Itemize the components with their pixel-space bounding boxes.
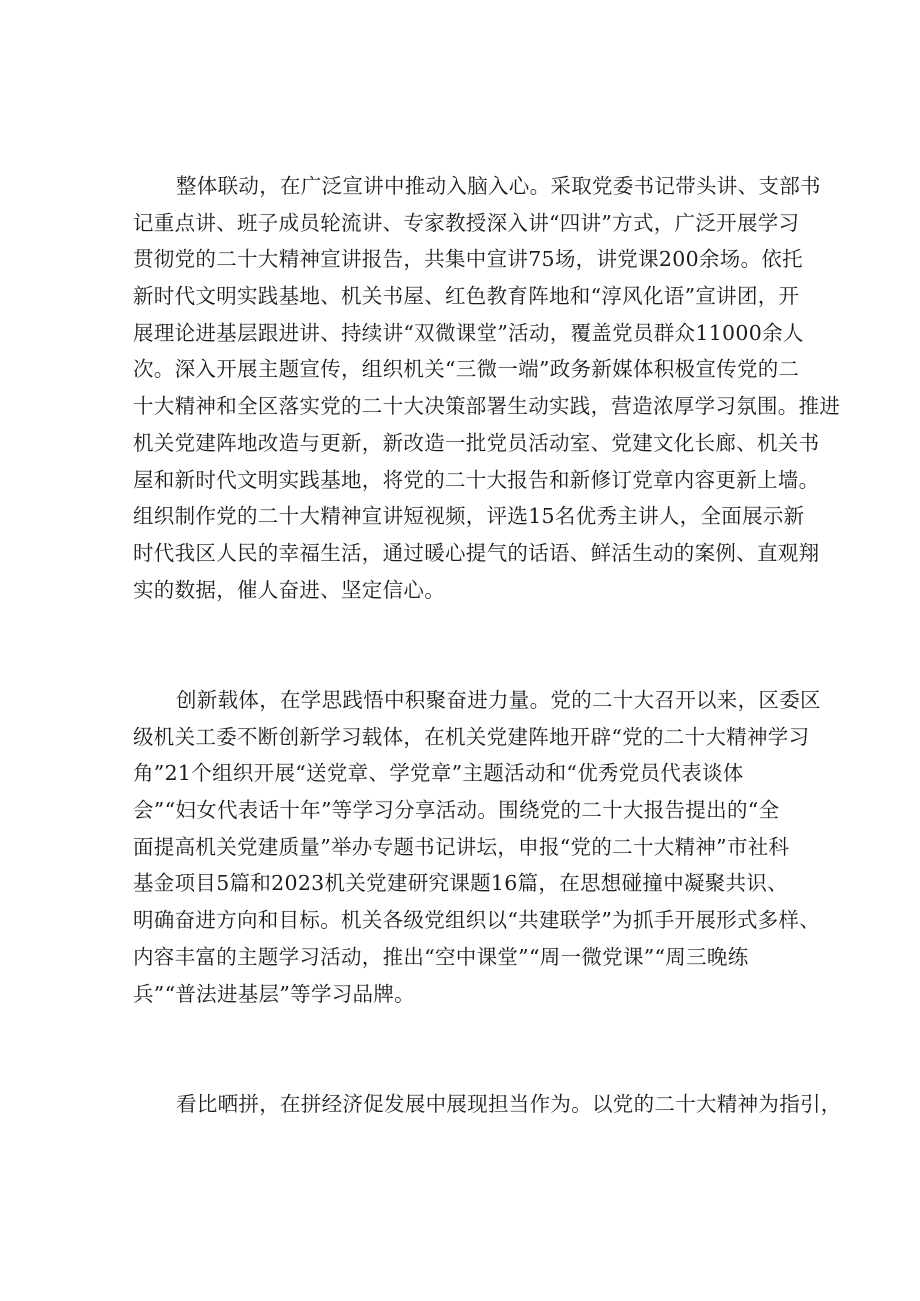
- paragraph-line: 时代我区人民的幸福生活，通过暖心提气的话语、鲜活生动的案例、直观翔: [133, 540, 820, 565]
- paragraph-compare-and-compete: [133, 1086, 842, 1123]
- paragraph-innovative-carrier: [133, 682, 821, 1012]
- paragraph-line: 级机关工委不断创新学习载体，在机关党建阵地开辟“党的二十大精神学习: [133, 724, 810, 749]
- paragraph-line: 兵”“普法进基层”等学习品牌。: [133, 981, 415, 1006]
- paragraph-line: 基金项目5篇和2023机关党建研究课题16篇，在思想碰撞中凝聚共识、: [133, 871, 788, 896]
- paragraph-line: 角”21个组织开展“送党章、学党章”主题活动和“优秀党员代表谈体: [133, 761, 744, 786]
- paragraph-line: 会”“妇女代表话十年”等学习分享活动。围绕党的二十大报告提出的“全: [133, 798, 780, 823]
- paragraph-unified-linkage: [133, 168, 841, 608]
- paragraph-line: 贯彻党的二十大精神宣讲报告，共集中宣讲75场，讲党课200余场。依托: [133, 247, 803, 272]
- paragraph-line: 次。深入开展主题宣传，组织机关“三微一端”政务新媒体积极宣传党的二: [133, 357, 800, 382]
- paragraph-line: 十大精神和全区落实党的二十大决策部署生动实践，营造浓厚学习氛围。推进: [133, 394, 841, 419]
- paragraph-line: 整体联动，在广泛宣讲中推动入脑入心。采取党委书记带头讲、支部书: [176, 174, 821, 198]
- paragraph-line: 屋和新时代文明实践基地，将党的二十大报告和新修订党章内容更新上墙。: [133, 467, 820, 492]
- paragraph-line: 明确奋进方向和目标。机关各级党组织以“共建联学”为抓手开展形式多样、: [133, 908, 821, 933]
- paragraph-line: 记重点讲、班子成员轮流讲、专家教授深入讲“四讲”方式，广泛开展学习: [133, 210, 800, 235]
- paragraph-line: 内容丰富的主题学习活动，推出“空中课堂”“周一微党课”“周三晚练: [133, 944, 749, 969]
- paragraph-line: 看比晒拼，在拼经济促发展中展现担当作为。以党的二十大精神为指引，: [176, 1092, 842, 1116]
- paragraph-line: 实的数据，催人奋进、坚定信心。: [133, 577, 445, 602]
- paragraph-line: 面提高机关党建质量”举办专题书记讲坛，申报“党的二十大精神”市社科: [133, 834, 790, 859]
- paragraph-line: 创新载体，在学思践悟中积聚奋进力量。党的二十大召开以来，区委区: [176, 688, 821, 712]
- paragraph-line: 新时代文明实践基地、机关书屋、红色教育阵地和“淳风化语”宣讲团，开: [133, 284, 800, 309]
- paragraph-line: 展理论进基层跟进讲、持续讲“双微课堂”活动，覆盖党员群众11000余人: [133, 320, 804, 345]
- paragraph-line: 组织制作党的二十大精神宣讲短视频，评选15名优秀主讲人，全面展示新: [133, 504, 805, 529]
- paragraph-line: 机关党建阵地改造与更新，新改造一批党员活动室、党建文化长廊、机关书: [133, 430, 820, 455]
